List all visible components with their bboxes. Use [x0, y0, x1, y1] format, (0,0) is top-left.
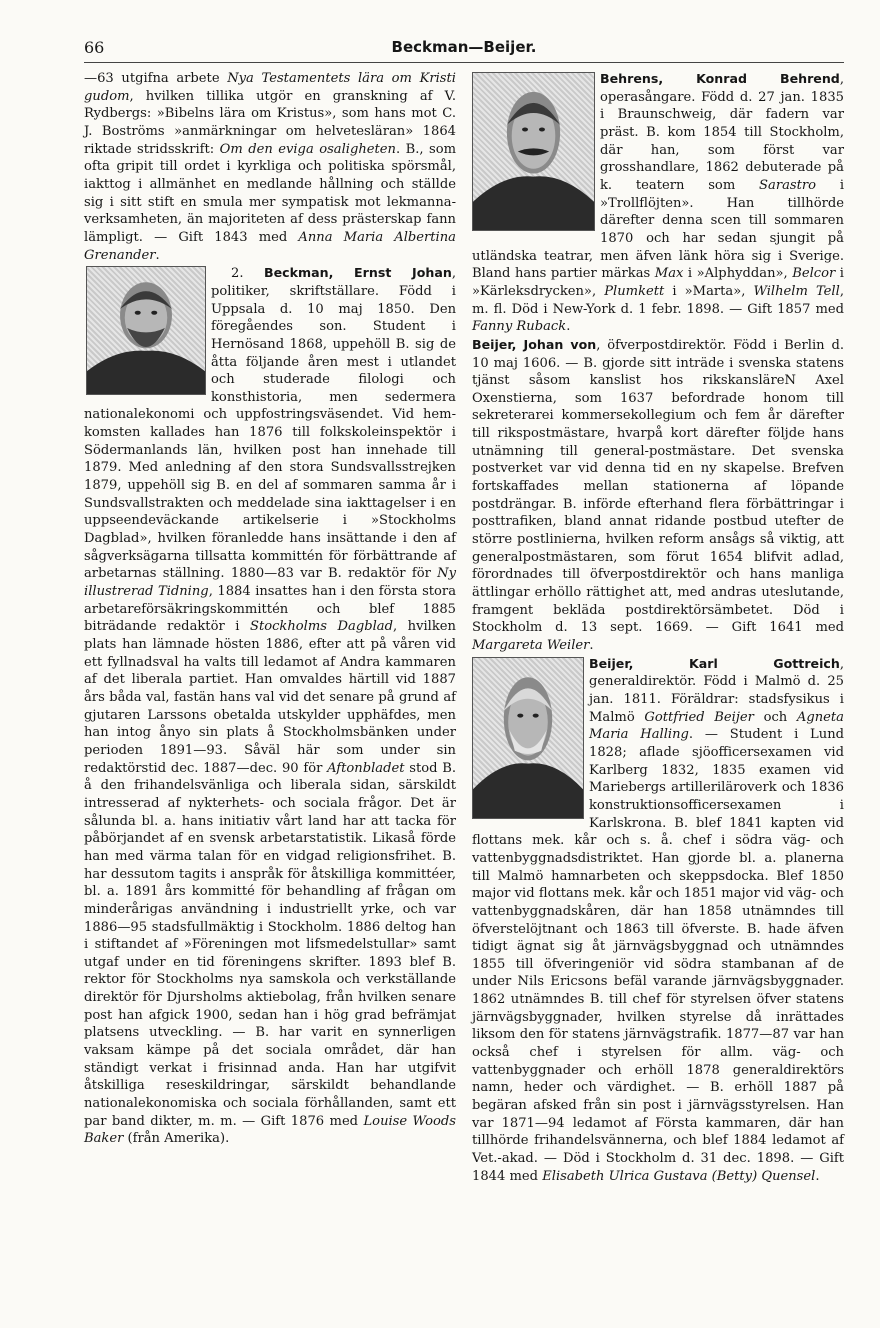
- page-header: [84, 38, 844, 60]
- entry-beijer-karl: Beijer, Karl Gottreich , generaldirektör. Född i Malmö d. 25 jan. 1811. Föräldrar: stadsfysikus i Malmö Gottfried Beijer och Agneta Maria Halling. — Student i Lund 1828; aflade sjöofficersexamen vid Karlberg 1832, 1835 examen vid Mariebergs artilleriläroverk och 1836 konstruktionsofficersexamen i Karlskrona. B. blef 1841 kapten vid flottans mek. kår och s. å. chef i södra väg- och vattenbyggnadsdistriktet. Han gjorde bl. a. planerna till Malmö hamnarbeten och skeppsdocka. Blef 1850 major vid flottans mek. kår och 1851 major vid väg- och vattenbyggnadskåren, där han 1858 utnämndes till öfverstelöjtnant och 1863 till öfverste. B. hade äfven tidigt ägnat sig åt järnvägsbyggnad och utnämndes 1855 till öfveringeniör vid södra stambanan af de under Nils Ericsons befäl varande järnvägsbyggnader. 1862 utnämndes B. till chef för styrelsen öfver statens järnvägsbyggnader, hvilken styrelse då inrättades liksom den för statens järnvägstrafik. 1877—87 var han också chef i styrelsen för allm. väg- och vattenbyggnader och erhöll 1878 generaldirektörs namn, heder och värdighet. — B. erhöll 1887 på begäran afsked från sin post i järnvägsstyrelsen. Han var 1871—94 ledamot af Första kammaren, där han tillhörde frihandelsvännerna, och blef 1884 ledamot af Vet.-akad. — Död i Stockholm d. 31 dec. 1898. — Gift 1844 med Elisabeth Ulrica Gustava (Betty) Quensel.: [472, 655, 845, 1184]
- portrait-behrens: [472, 72, 595, 231]
- entry-number: 2.: [231, 266, 244, 282]
- page-title: Beckman—Beijer.: [391, 38, 537, 56]
- entry-beckman-continuation: —63 utgifna arbete Nya Testamentets lära om Kristi gudom, hvilken tillika utgör en granskning af V. Rydbergs: »Bibelns lära om Kristus», som hans mot C. J. Boströms »anmärkningar om helvetesläran» 1864 riktade stridsskrift: Om den eviga osaligheten. B., som ofta gripit till ordet i kyrkliga och politiska spörsmål, iakttog i allmänhet en medlande hållning och ställde sig i sitt stift en smula mer sympatisk mot lekmannaverksamheten, än majoriteten af dess prästerskap fann lämpligt. — Gift 1843 med Anna Maria Albertina Grenander.: [84, 71, 456, 263]
- entry-behrens: Behrens, Konrad Behrend , operasångare. Född d. 27 jan. 1835 i Braunschweig, där fadern var präst. B. kom 1854 till Stockholm, där han, som först var grosshandlare, 1862 debuterade på k. teatern som Sarastro i »Trollflöjten». Han tillhörde därefter denna scen till sommaren 1870 och har sedan sjungit på utländska teatrar, men äfven länk höra sig i Sverige. Bland hans partier märkas Max i »Alphyddan», Belcor i »Kärleksdrycken», Plumkett i »Marta», Wilhelm Tell, m. fl. Död i New-York d. 1 febr. 1898. — Gift 1857 med Fanny Ruback.: [472, 71, 845, 335]
- entry-heading: Beijer, Johan von: [472, 336, 597, 352]
- page-number: 66: [84, 38, 105, 57]
- right-column: [472, 70, 844, 1185]
- left-column: [84, 70, 456, 1148]
- entry-heading: Behrens, Konrad Behrend: [600, 71, 840, 86]
- portrait-beijer-karl: [472, 657, 584, 819]
- entry-heading: Beckman, Ernst Johan: [264, 265, 452, 281]
- entry-beckman-ernst-johan: 2. Beckman, Ernst Johan , politiker, skriftställare. Född i Uppsala d. 10 maj 1850. Den föregåendes son. Student i Hernösand 1868, uppehöll B. sig de åtta följande åren mest i utlandet och studerade filologi och konsthistoria, men sedermera nationalekonomi och uppfostringsväsendet. Vid hemkomsten kallades han 1876 till folkskoleinspektör i Södermanlands län, hvilken post han innehade till 1879. Med anledning af den stora Sundsvallsstrejken 1879, uppehöll sig B. en del af sommaren samma år i Sundsvallstrakten och meddelade sina iakttagelser i en uppseendeväckande artikelserie i »Stockholms Dagblad», hvilken föranledde hans insättande i den af sågverksägarna tillsatta kommittén för förbättrande af arbetarnas ställning. 1880—83 var B. redaktör för Ny illustrerad Tidning, 1884 insattes han i den första stora arbetareförsäkringskommittén och blef 1885 biträdande redaktör i Stockholms Dagblad, hvilken plats han lämnade hösten 1886, efter att på våren vid ett fyllnadsval ha valts till ledamot af Andra kammaren af det liberala partiet. Han omvaldes härtill vid 1887 års båda val, fastän hans val vid det senare på grund af gjutaren Larssons obetalda utskylder upphäfdes, men han intog ånyo sin plats å Stockholmsbänken under perioden 1891—93. Såväl här som under sin redaktörstid dec. 1887—dec. 90 för Aftonbladet stod B. å den frihandelsvänliga och liberala sidan, särskildt intresserad af nykterhets- och sociala frågor. Det är sålunda bl. a. hans initiativ vårt land har att tacka för påbörjandet af en svensk arbetarstatistik. Likaså förde han med värma talan för en vidgad religionsfrihet. B. har dessutom tagits i anspråk för åtskilliga kommittéer, bl. a. 1891 års kommitté för behandling af frågan om minderårigas användning i industriellt yrke, och var 1886—95 stadsfullmäktig i Stockholm. 1886 deltog han i stiftandet af »Föreningen mot lifsmedelstullar» samt utgaf under en tid föreningens skrifter. 1893 blef B. rektor för Stockholms nya samskola och verkställande direktör för Djursholms aktiebolag, från hvilken senare post han afgick 1900, sedan han i hög grad befrämjat platsens utveckling. — B. har varit en synnerligen vaksam kämpe på det sociala området, där han ständigt verkat i frisinnad anda. Han har utgifvit åtskilliga reseskildringar, särskildt behandlande nationalekonomiska och sociala förhållanden, samt ett par band dikter, m. m. — Gift 1876 med Louise Woods Baker (från Amerika).: [84, 265, 457, 1147]
- entry-beijer-johan: Beijer, Johan von, öfverpostdirektör. Född i Berlin d. 10 maj 1606. — B. gjorde sitt inträde i svenska statens tjänst såsom kanslist hos rikskansläreN Axel Oxenstierna, som 1637 befordrade honom till sekreterarei kommersekollegium och fem år därefter till rikspostmästare, hvarpå kort därefter följde hans utnämning till general-postmästare. Det svenska postverket var vid denna tid en ny skapelse. Brefven fortskaffades mellan stationerna af löpande postdrängar. B. införde efterhand flera förbättringar i posttrafiken, bland annat ridande postbud utefter de större postlinierna, hvilken reform ansågs så viktig, att generalpostmästaren, som förut 1654 blifvit adlad, förordnades till öfverpostdirektör och hans manliga ättlingar erhöllo rättighet att, med andras uteslutande, framgent bekläda postdirektörsämbetet. Död i Stockholm d. 13 sept. 1669. — Gift 1641 med Margareta Weiler.: [472, 336, 844, 653]
- entry-heading: Beijer, Karl Gottreich: [589, 655, 840, 671]
- portrait-beckman-ernst-johan: [86, 266, 206, 395]
- header-rule: [84, 62, 844, 63]
